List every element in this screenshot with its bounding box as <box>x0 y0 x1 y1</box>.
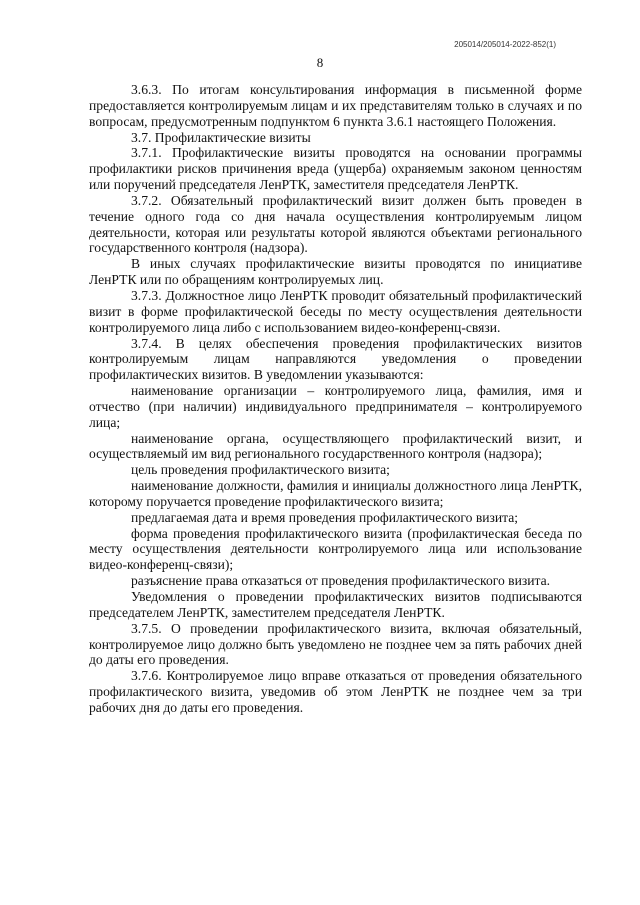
paragraph-3-7-6: 3.7.6. Контролируемое лицо вправе отказаться от проведения обязательного профилактического визита, уведомив об этом ЛенРТК не позднее чем за три рабочих дня до даты его проведения. <box>89 668 582 715</box>
page-number: 8 <box>316 55 324 70</box>
document-id: 205014/205014-2022-852(1) <box>454 40 556 49</box>
section-heading-3-7: 3.7. Профилактические визиты <box>131 129 311 145</box>
notice-item-official: наименование должности, фамилия и инициалы должностного лица ЛенРТК, которому поручается проведение профилактического визита; <box>89 478 582 509</box>
document-body <box>89 82 582 716</box>
paragraph-3-7-1: 3.7.1. Профилактические визиты проводятся на основании программы профилактики рисков причинения вреда (ущерба) охраняемым законом ценностям или поручений председателя ЛенРТК, заместителя председателя ЛенРТК. <box>89 145 582 193</box>
notice-item-purpose: цель проведения профилактического визита; <box>131 462 390 478</box>
notice-item-form: форма проведения профилактического визита (профилактическая беседа по месту осуществления деятельности контролируемого лица или использование видео-конференц-связи); <box>89 525 582 573</box>
notice-item-authority: наименование органа, осуществляющего профилактический визит, и осуществляемый им вид регионального государственного контроля (надзора); <box>89 430 582 462</box>
notice-item-organization: наименование организации – контролируемого лица, фамилия, имя и отчество (при наличии) индивидуального предпринимателя – контролируемого лица; <box>89 383 582 430</box>
paragraph-3-7-5: 3.7.5. О проведении профилактического визита, включая обязательный, контролируемое лицо должно быть уведомлено не позднее чем за пять рабочих дней до даты его проведения. <box>89 620 582 668</box>
paragraph-3-7-4: 3.7.4. В целях обеспечения проведения профилактических визитов контролируемым лицам направляются уведомления о проведении профилактических визитов. В уведомлении указываются: <box>89 335 582 383</box>
paragraph-notice-signing: Уведомления о проведении профилактических визитов подписываются председателем ЛенРТК, заместителем председателя ЛенРТК. <box>89 589 582 620</box>
paragraph-3-6-3: 3.6.3. По итогам консультирования информация в письменной форме предоставляется контролируемым лицам и их представителям только в случаях и по вопросам, предусмотренным подпунктом 6 пункта 3.6.1 настоящего Положения. <box>89 82 582 129</box>
paragraph-3-7-2: 3.7.2. Обязательный профилактический визит должен быть проведен в течение одного года со дня начала осуществления контролируемым лицом деятельности, которая или результаты которой являются объектами регионального государственного контроля (надзора). <box>89 192 582 256</box>
paragraph-other-cases: В иных случаях профилактические визиты проводятся по инициативе ЛенРТК или по обращениям контролируемых лиц. <box>89 256 582 288</box>
paragraph-3-7-3: 3.7.3. Должностное лицо ЛенРТК проводит обязательный профилактический визит в форме профилактической беседы по месту осуществления деятельности контролируемого лица либо с использованием видео-конференц-связи. <box>89 287 582 335</box>
notice-item-date-time: предлагаемая дата и время проведения профилактического визита; <box>131 509 519 525</box>
notice-item-right-to-refuse: разъяснение права отказаться от проведения профилактического визита. <box>131 573 551 589</box>
